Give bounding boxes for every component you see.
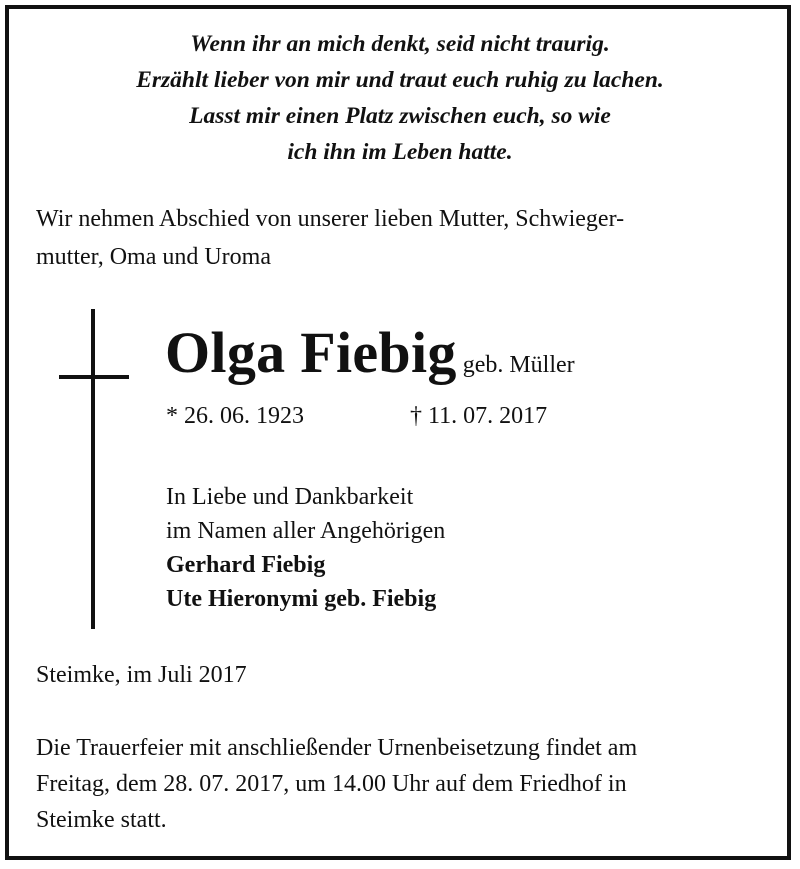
poem-line: Lasst mir einen Platz zwischen euch, so wie — [189, 103, 611, 129]
poem-line: ich ihn im Leben hatte. — [287, 139, 513, 165]
intro-line: Wir nehmen Abschied von unserer lieben Mutter, Schwieger- — [36, 206, 625, 232]
deceased-name: Olga Fiebig — [165, 320, 457, 385]
farewell-intro — [36, 200, 766, 276]
intro-line-justified — [36, 200, 766, 238]
maiden-name: geb. Müller — [462, 352, 575, 378]
ceremony-info — [36, 730, 766, 838]
mourners-line: im Namen aller Angehörigen — [166, 518, 446, 544]
mourner-name: Ute Hieronymi geb. Fiebig — [166, 586, 437, 612]
place-and-date: Steimke, im Juli 2017 — [36, 662, 247, 688]
ceremony-line: Freitag, dem 28. 07. 2017, um 14.00 Uhr auf dem Friedhof in — [36, 771, 627, 797]
mourner-name: Gerhard Fiebig — [166, 552, 326, 578]
poem-line: Erzählt lieber von mir und traut euch ruhig zu lachen. — [136, 67, 664, 93]
mourners-block — [166, 480, 445, 616]
birth-date: * 26. 06. 1923 — [166, 403, 304, 429]
death-date: † 11. 07. 2017 — [410, 403, 548, 429]
cross-vertical-bar — [91, 309, 95, 629]
cross-horizontal-bar — [59, 375, 129, 379]
intro-line: mutter, Oma und Uroma — [36, 244, 271, 270]
memorial-poem — [20, 26, 780, 170]
ceremony-line: Die Trauerfeier mit anschließender Urnenbeisetzung findet am — [36, 735, 638, 761]
ceremony-line: Steimke statt. — [36, 807, 167, 833]
poem-line: Wenn ihr an mich denkt, seid nicht traurig. — [190, 31, 610, 57]
mourners-line: In Liebe und Dankbarkeit — [166, 484, 414, 510]
deceased-name-row — [165, 318, 575, 388]
